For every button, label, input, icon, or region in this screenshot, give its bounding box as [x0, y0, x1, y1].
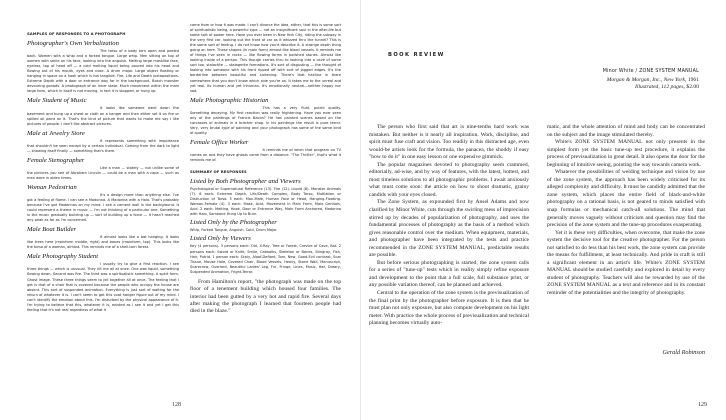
- book-info: [603, 68, 699, 92]
- respondent-label: Female Stenographer: [27, 156, 85, 164]
- review-paragraph: Whatever the possibilities of welding technique and vision by use of the zone system, the approach has been widely criticised for its alleged complexity and difficulty. It must be candidly admitted that the zone system, which places the entire field of black-and-white photography on a rational basis, is not geared to minds satisfied with snap formulas or mechanical catch-all solutions. The mind that generally moves vaguely without criticism and question may find the precision of the zone system and the tune-up procedures exasperating.: [547, 169, 705, 229]
- reviewer-signature: Gerald Robinson: [662, 349, 705, 356]
- respondent-label: Woman Pedestrian: [27, 183, 77, 191]
- response-text: Like a man — stately — not unlike some of the pictures you see of Abraham Lincoln — could be a man with a cape — such as men wore in olden times.: [27, 165, 179, 180]
- response-continuation: came from or how it was made. I can't divorce the idea, either, that this is some sort of spiritualistic being, a powerful type — not an insignificant soul in the after-life but some sort of power here. Have you ever been in New York City, riding the subway in the very first car, looking out the front of car as it whizzed thru the tunnel? This is the same sort of feeling. I do not know how you'd describe it. A strange depth thing going on here. These shapes (in main form) almost like blood vessels. It reminds me of things I've seen in rocks — like flowing forms in polished stones. Almost like looking inside of a person. This though carries thru to looking into a cave of some sort too, stalactite — stalagmite formations. It's sort of disgusting — the thought of looking into someone with his front ripped off with sort of jagged edges. It's the borderline between beautiful and sickening. There's that hairline in there somewhere that you don't know which side you're on. It takes me to the unreal and yet real. Its human and yet inhuman. It's emotionally neutral—neither happy nor sad.: [190, 23, 341, 93]
- book-publisher: Morgan & Morgan, Inc., New York,: [606, 76, 687, 83]
- book-author-title: Minor White / ZONE SYSTEM MANUAL: [602, 69, 699, 74]
- response-text: It reminds me of when that program on TV comes on and they have ghosts come from a distance. "The Thriller", that's what it reminds me of.: [190, 147, 341, 163]
- review-paragraph: White's ZONE SYSTEM MANUAL not only presents in the simplest form yet the basic tune-up test procedure, it explains the process of previsualization in great detail. It also opens the door for the beginning of intuitive seeing, pointing the way towards camera work.: [547, 139, 705, 168]
- response-text: It looks like someone went down the basement and hung up a sheet or cloth on a hanger and then either set it on fire or spilled oil paint on it. That's the kind of picture that wants to make me say I like pictures of people. I don't like abstract pictures.: [27, 106, 179, 126]
- responses-heading: SAMPLES OF RESPONSES TO A PHOTOGRAPH: [27, 31, 126, 36]
- respondent-label: Female Office Worker: [190, 138, 249, 146]
- respondent-label: Male Photographic Historian: [190, 96, 269, 104]
- summary-text: Key (4 persons). 3 persons each: Old, X-Ray, Tree or Forest, Crevice of Cave, Bat. 2 persons each: Sword or Knife, Smile, Catwalks, Skeleton or Bones, Stingray, Fish, Hair, Putrid. 1 person each: Scaly, Aloof-Defiant, Torn, New, Good-Evil contrast, Scar Tissue, Mouse Hole, Covered Chair, Blood Vessels, Heavy, Stone Wall, Manuscript, Scarecrow, Overlord, Beautiful Ladies' Leg, Fur, Fringe, Lines, Music, Hat, Dreary, Suspended Animation, Fright-Terror.: [190, 244, 341, 274]
- book-price: $2.00: [686, 84, 699, 91]
- response-text: This has a very fluid, putrid quality. Something decaying. My first reaction was really frightening. Have you ever seen any of the paintings of Francis Bacon? He has painted scenes based on the carcasses of animals in a butcher shop. In his paintings the result is pure terror. Very, very brutal type of painting and your photograph has some of the same kind of quality.: [190, 105, 341, 135]
- summary-label: Listed by Both Photographer and Viewers: [190, 178, 301, 186]
- review-paragraph: Central to the operation of the zone system is the previsualization of the final print by the photographer before exposure. It is then that he must plan not only exposure, but also compute development on his light meter. With practice the whole process of previsualization and technical planning becomes virtually auto-: [369, 290, 529, 327]
- summary-label: Listed Only by the Photographer: [190, 219, 277, 227]
- respondent-label: Male Boat Builder: [27, 226, 77, 234]
- summary-heading: SUMMARY OF RESPONSES: [190, 169, 247, 175]
- page-number-left: 128: [172, 402, 181, 408]
- book-illustrated: Illustrated,: [635, 84, 660, 91]
- book-details-line: [603, 84, 699, 92]
- respondent-label: Male at Jewelry Store: [27, 129, 85, 137]
- book-year: 1961: [687, 76, 699, 83]
- review-paragraph: The popular magazines devoted to photography seem crammed, editorially, ad-wise, and by way of features, with the latest, hottest, and most timeless solutions to all photographic problems. I await anxiously what must come soon: the article on how to shoot dramatic, grainy candids with your eyes closed.: [369, 161, 529, 198]
- review-paragraph: Yet it is these very difficulties, when overcome, that make the zone system the decisive tool for the creative photographer. For the person not satisfied to do less than his best work, the zone system can provide the means for fulfillment, at least technically. And pride in craft is still a significant element in an artist's life. White's ZONE SYSTEM MANUAL should be studied carefully and explored in detail by every student of photography. Teachers will also be rewarded by use of the ZONE SYSTEM MANUAL as a text and reference and in its constant reminder of the potentialities and the integrity of photography.: [547, 229, 705, 297]
- response-text: It's a design more than anything else. I've got a feeling of flame. I can see a Madonna. A Madonna with a Halo. That's probably because I've got Madonnas on my mind. I see a cement wall in the background. It could represent a theme in music — I'm not thinking of a particular one. Something in the music gradually building up — sort of building up a force — it hasn't reached any peak as far as I'm concerned.: [27, 192, 179, 223]
- response-text: It represents something with importance that shouldn't be seen except by a certain individual. Coming from the dark to light — showing itself finally — something that's there.: [27, 138, 179, 153]
- review-paragraph: But before serious photographing is started, the zone system calls for a series of "tune-up" tests which in reality simply refine exposure and development to the point that a full scale, full substance print, or any possible variation thereof, can be planned and achieved.: [369, 259, 529, 289]
- summary-label: Listed Only by Viewers: [190, 235, 251, 243]
- hamilton-quote: From Hamilton's report, "the photograph was made on the top floor of a tenement building which housed four families. The interior had been gutted by a very hot and rapid fire. Several days after making the photograph I learned that fourteen people had died in the blaze.": [190, 278, 341, 315]
- review-paragraph: The person who first said that art is nine-tenths hard work was mistaken. But neither is it nearly all inspiration. Work, discipline, and spirit must fuse craft and vision. Too readily in this distracted age, even would-be artists look for the formula, the panacea, the shoddy if easy "how to do it" in one easy lesson or one expensive gimmick.: [369, 124, 529, 161]
- summary-text: Psychological or Supernatural Reference (13). Fire (12). Liquid (8). Monster Animals (7). 6 each: Extreme Depth, Life/Death Complex, Body Torso, Mutilation or Distruction of Torso. 5 each: Man-Male, Human Face or Head, Hanging-Floating. Woman-Female (4). 3 each: Mask, Acid, Movement in Main Form, Male Genitals, Acid. 2 each: Melting, Hook, Door or Entrance Way, Main Form Anchored, Madonna with Halo, Someone Hung Up to Burn.: [190, 187, 341, 217]
- review-column-1: [369, 124, 529, 328]
- response-text: It almost looks like a bat hanging. It looks like trees here (mainform middle, right) and bones (mainform, top). This looks like the torso of a woman, almost. This reminds me of a shell-torn forest.: [27, 235, 179, 250]
- left-page: [0, 0, 361, 420]
- review-column-2: [547, 124, 705, 298]
- respondent-label: Photographer's Own Verbalization: [27, 40, 119, 48]
- review-paragraph: matic, and the whole attention of mind and body can be concentrated on the subject and the image stimulated thereby.: [547, 124, 705, 138]
- response-text: The torso of a body torn open and peeled back. Women with a whip and a forked tongue. Large whip. Men sitting on top of women with smile on his face, looking into the anguish. Melting large masklike face, eyeless, top of head off — a cold melting liquid being poured into his head and flowing out of his mouth, eyes and nose. A drum major. Large object floating or hanging in space on a hook which is not tangible. Fire. Life and Death juxtapositions. Extreme Depth with a door or entrance way far in the background. Bosch monster devouring gonads. A photograph of an inner state. Much movement within the main large form, which in itself is not moving, in fact it is stopped, or hung up.: [27, 49, 179, 94]
- left-column-1: [27, 31, 179, 316]
- summary-text: Whip, Forked Tongue, Anguish, Cold, Drum Major: [190, 228, 277, 233]
- response-text: I usually try to give a first reaction. I see three things — which is unusual. They hit me all at once. One was liquid, something flowing down. Second was fire. The third was a spiritualistic something. A spirit form. Ghost image. These three things seem to jell together all at once. The feeling that I get is that of a chair that is covered because the people who occupy the house are absent. This sort of suspended animation. Everything is just sort of waiting for the return of whatever it is. I can't seem to get this coat hanger figure out of my mind. I can't identify the emotion about this. I'm disturbed by the physical appearance of it. I'm trying to believe that this, whatever it is, existed as I see it and yet I get this feeling that it's not real regardless of what it: [27, 262, 179, 312]
- right-page: [361, 0, 726, 420]
- respondent-label: Male Photography Student: [27, 253, 99, 261]
- section-title: BOOK REVIEW: [388, 52, 445, 58]
- left-column-2: [190, 23, 341, 316]
- respondent-label: Male Student of Music: [27, 97, 87, 105]
- book-pages: 112 pages,: [661, 84, 685, 91]
- page-number-right: 129: [698, 402, 707, 408]
- review-paragraph: The Zone System, as expounded first by Ansel Adams and now clarified by Minor White, cuts through the swirling mess of imprecision stirred up by decades of popularization of photography, and uses the fundamental processes of photography as the basis of a method which gives reasonable control over the medium. When equipment, materials, and photographer have been integrated by the tests and practice recommended in the ZONE SYSTEM MANUAL, predictable results are possible.: [369, 199, 529, 259]
